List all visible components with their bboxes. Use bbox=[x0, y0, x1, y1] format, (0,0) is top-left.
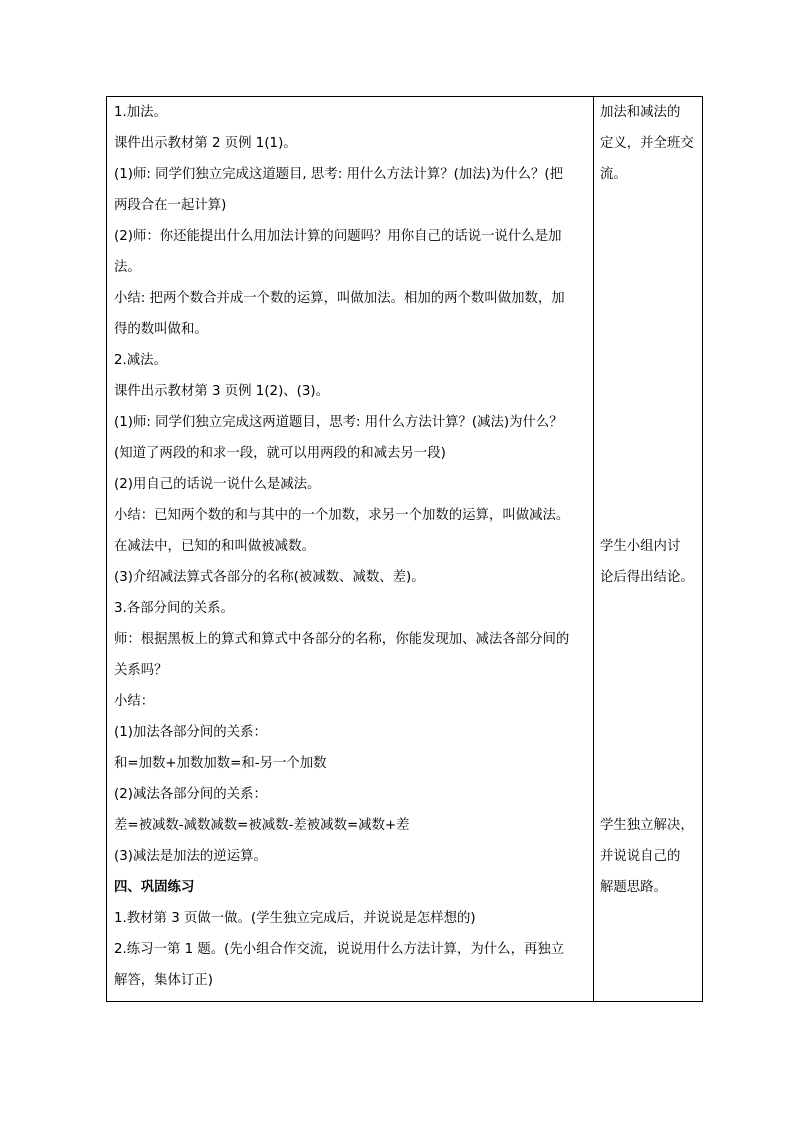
text-line: (1)师: 同学们独立完成这两道题目，思考: 用什么方法计算？(减法)为什么？ bbox=[114, 415, 563, 430]
text-line: 差=被减数-减数减数=被减数-差被减数=减数+差 bbox=[114, 818, 410, 833]
section-heading: 四、巩固练习 bbox=[114, 880, 195, 895]
side-note-line: 论后得出结论。 bbox=[600, 570, 694, 585]
text-line: 1.教材第 3 页做一做。(学生独立完成后，并说说是怎样想的) bbox=[114, 911, 476, 926]
side-note-line: 学生独立解决， bbox=[600, 818, 694, 833]
column-divider bbox=[593, 97, 594, 1001]
text-line: 关系吗？ bbox=[114, 663, 168, 678]
text-line: (2)用自己的话说一说什么是减法。 bbox=[114, 477, 321, 492]
text-line: (1)师: 同学们独立完成这道题目, 思考: 用什么方法计算？(加法)为什么？(把 bbox=[114, 167, 564, 182]
text-line: (知道了两段的和求一段，就可以用两段的和减去另一段) bbox=[114, 446, 446, 461]
side-note-line: 加法和减法的 bbox=[600, 105, 681, 120]
text-line: 课件出示教材第 2 页例 1(1)。 bbox=[114, 136, 297, 151]
text-line: 2.练习一第 1 题。(先小组合作交流，说说用什么方法计算，为什么，再独立 bbox=[114, 942, 565, 957]
side-note-line: 流。 bbox=[600, 167, 627, 182]
text-line: 2.减法。 bbox=[114, 353, 167, 368]
text-line: 两段合在一起计算) bbox=[114, 198, 227, 213]
text-line: 师：根据黑板上的算式和算式中各部分的名称，你能发现加、减法各部分间的 bbox=[114, 632, 570, 647]
text-line: (2)师：你还能提出什么用加法计算的问题吗？用你自己的话说一说什么是加 bbox=[114, 229, 562, 244]
text-line: 解答，集体订正) bbox=[114, 973, 213, 988]
lesson-table bbox=[106, 96, 703, 1002]
text-line: 1.加法。 bbox=[114, 105, 167, 120]
text-line: 3.各部分间的关系。 bbox=[114, 601, 234, 616]
text-line: 和=加数+加数加数=和-另一个加数 bbox=[114, 756, 327, 771]
text-line: 在减法中，已知的和叫做被减数。 bbox=[114, 539, 315, 554]
text-line: 课件出示教材第 3 页例 1(2)、(3)。 bbox=[114, 384, 330, 399]
text-line: (3)减法是加法的逆运算。 bbox=[114, 849, 267, 864]
side-note-line: 定义，并全班交 bbox=[600, 136, 694, 151]
text-line: (2)减法各部分间的关系： bbox=[114, 787, 267, 802]
text-line: 小结: 把两个数合并成一个数的运算，叫做加法。相加的两个数叫做加数，加 bbox=[114, 291, 565, 306]
side-note-line: 解题思路。 bbox=[600, 880, 667, 895]
text-line: 法。 bbox=[114, 260, 141, 275]
side-note-line: 并说说自己的 bbox=[600, 849, 681, 864]
side-note-line: 学生小组内讨 bbox=[600, 539, 681, 554]
text-line: 小结： bbox=[114, 694, 155, 709]
text-line: (3)介绍减法算式各部分的名称(被减数、减数、差)。 bbox=[114, 570, 425, 585]
text-line: 得的数叫做和。 bbox=[114, 322, 208, 337]
text-line: (1)加法各部分间的关系： bbox=[114, 725, 267, 740]
text-line: 小结：已知两个数的和与其中的一个加数，求另一个加数的运算，叫做减法。 bbox=[114, 508, 570, 523]
